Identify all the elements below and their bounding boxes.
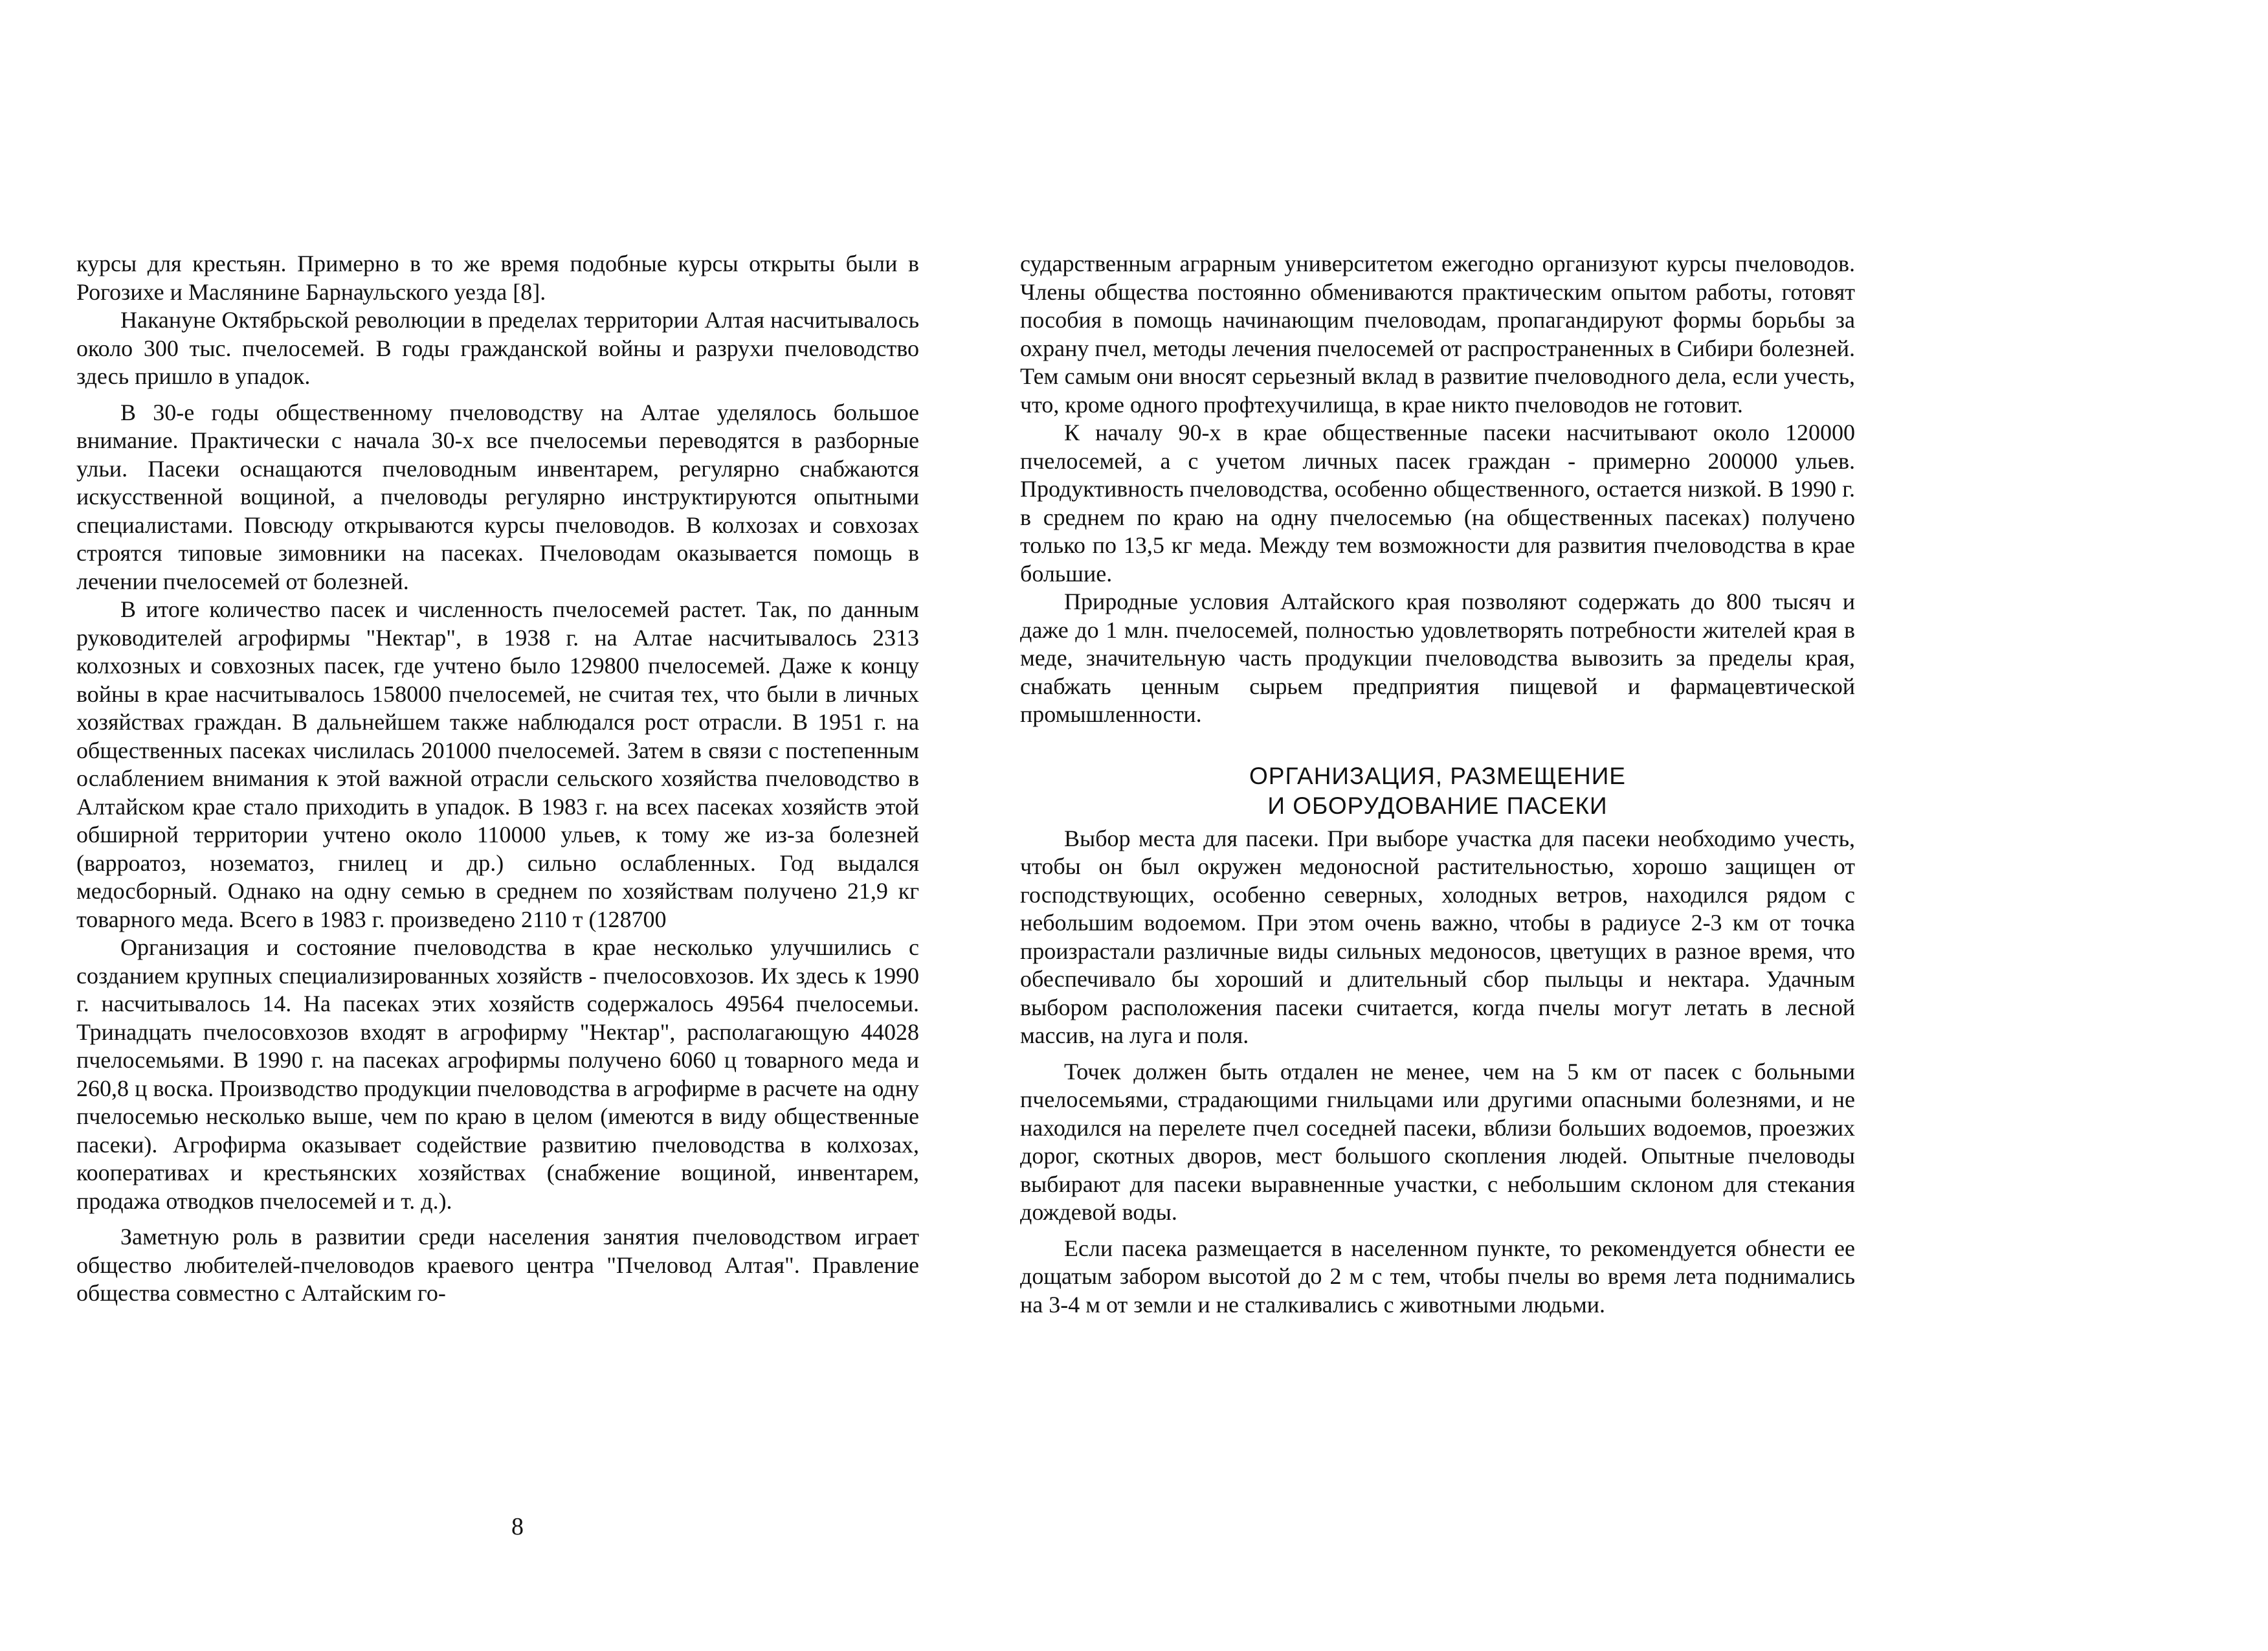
section-heading bbox=[1020, 761, 1855, 821]
paragraph: Если пасека размещается в населенном пункте, то рекомендуется обнести ее дощатым забором высотой до 2 м с тем, чтобы пчелы во время лета поднимались на 3-4 м от земли и не сталкивались с животными людьми. bbox=[1020, 1235, 1855, 1318]
section-heading-line: И ОБОРУДОВАНИЕ ПАСЕКИ bbox=[1267, 792, 1608, 819]
paragraph: Организация и состояние пчеловодства в крае несколько улучшились с созданием крупных специализированных хозяйств - пчелосовхозов. Их здесь к 1990 г. насчитывалось 14. На пасеках этих хозяйств содержалось 49564 пчелосемьи. Тринадцать пчелосовхозов входят в агрофирму "Нектар", располагающую 44028 пчелосемьями. В 1990 г. на пасеках агрофирмы получено 6060 ц товарного меда и 260,8 ц воска. Производство продукции пчеловодства в агрофирме в расчете на одну пчелосемью несколько выше, чем по краю в целом (имеются в виду общественные пасеки). Агрофирма оказывает содействие развитию пчеловодства в колхозах, кооперативах и крестьянских хозяйствах (снабжение вощиной, инвентарем, продажа отводков пчелосемей и т. д.). bbox=[76, 934, 919, 1214]
paragraph: курсы для крестьян. Примерно в то же время подобные курсы открыты были в Рогозихе и Маслянине Барнаульского уезда [8]. bbox=[76, 251, 919, 305]
paragraph: Заметную роль в развитии среди населения занятия пчеловодством играет общество любителей-пчеловодов краевого центра "Пчеловод Алтая". Правление общества совместно с Алтайским го- bbox=[76, 1224, 919, 1306]
section-heading-line: ОРГАНИЗАЦИЯ, РАЗМЕЩЕНИЕ bbox=[1249, 762, 1626, 789]
left-column bbox=[76, 250, 919, 1308]
paragraph: сударственным аграрным университетом ежегодно организуют курсы пчеловодов. Члены общества постоянно обмениваются практическим опытом работы, готовят пособия в помощь начинающим пчеловодам, пропагандируют формы борьбы за охрану пчел, методы лечения пчелосемей от распространенных в Сибири болезней. Тем самым они вносят серьезный вклад в развитие пчеловодного дела, если учесть, что, кроме одного профтехучилища, в крае никто пчеловодов не готовит. bbox=[1020, 251, 1855, 418]
paragraph: Точек должен быть отдален не менее, чем на 5 км от пасек с больными пчелосемьями, страдающими гнильцами или другими опасными болезнями, и не находился на перелете пчел соседней пасеки, вблизи больших водоемов, проезжих дорог, скотных дворов, мест большого скопления людей. Опытные пчеловоды выбирают для пасеки выравненные участки, с небольшим склоном для стекания дождевой воды. bbox=[1020, 1058, 1855, 1225]
paragraph: В 30-е годы общественному пчеловодству на Алтае уделялось большое внимание. Практически с начала 30-х все пчелосемьи переводятся в разборные ульи. Пасеки оснащаются пчеловодным инвентарем, регулярно снабжаются искусственной вощиной, а пчеловоды регулярно инструктируются опытными специалистами. Повсюду открываются курсы пчеловодов. В колхозах и совхозах строятся типовые зимовники на пасеках. Пчеловодам оказывается помощь в лечении пчелосемей от болезней. bbox=[76, 399, 919, 594]
page-number: 8 bbox=[511, 1513, 524, 1540]
paragraph: К началу 90-х в крае общественные пасеки насчитывают около 120000 пчелосемей, а с учетом личных пасек граждан - примерно 200000 ульев. Продуктивность пчеловодства, особенно общественного, остается низкой. В 1990 г. в среднем по краю на одну пчелосемью (на общественных пасеках) получено только по 13,5 кг меда. Между тем возможности для развития пчеловодства в крае большие. bbox=[1020, 420, 1855, 587]
paragraph: Выбор места для пасеки. При выборе участка для пасеки необходимо учесть, чтобы он был окружен медоносной растительностью, хорошо защищен от господствующих, особенно северных, холодных ветров, находился рядом с небольшим водоемом. При этом очень важно, чтобы в радиусе 2-3 км от точка произрастали различные виды сильных медоносов, цветущих в разное время, что обеспечивало бы хороший и длительный сбор пыльцы и нектара. Удачным выбором расположения пасеки считается, когда пчелы могут летать в лесной массив, на луга и поля. bbox=[1020, 825, 1855, 1048]
paragraph: В итоге количество пасек и численность пчелосемей растет. Так, по данным руководителей агрофирмы "Нектар", в 1938 г. на Алтае насчитывалось 2313 колхозных и совхозных пасек, где учтено было 129800 пчелосемей. Даже к концу войны в крае насчитывалось 158000 пчелосемей, не считая тех, что были в личных хозяйствах граждан. В дальнейшем также наблюдался рост отрасли. В 1951 г. на общественных пасеках числилась 201000 пчелосемей. Затем в связи с постепенным ослаблением внимания к этой важной отрасли сельского хозяйства пчеловодство в Алтайском крае стало приходить в упадок. В 1983 г. на всех пасеках хозяйств этой обширной территории учтено около 110000 ульев, к тому же из-за болезней (варроатоз, нозематоз, гнилец и др.) сильно ослабленных. Год выдался медосборный. Однако на одну семью в среднем по хозяйствам получено 21,9 кг товарного меда. Всего в 1983 г. произведено 2110 т (128700 bbox=[76, 596, 919, 932]
paragraph: Накануне Октябрьской революции в пределах территории Алтая насчитывалось около 300 тыс. пчелосемей. В годы гражданской войны и разрухи пчеловодство здесь пришло в упадок. bbox=[76, 307, 919, 389]
paragraph: Природные условия Алтайского края позволяют содержать до 800 тысяч и даже до 1 млн. пчелосемей, полностью удовлетворять потребности жителей края в меде, значительную часть продукции пчеловодства вывозить за пределы края, снабжать ценным сырьем предприятия пищевой и фармацевтической промышленности. bbox=[1020, 589, 1855, 727]
right-column bbox=[1020, 250, 1855, 1319]
